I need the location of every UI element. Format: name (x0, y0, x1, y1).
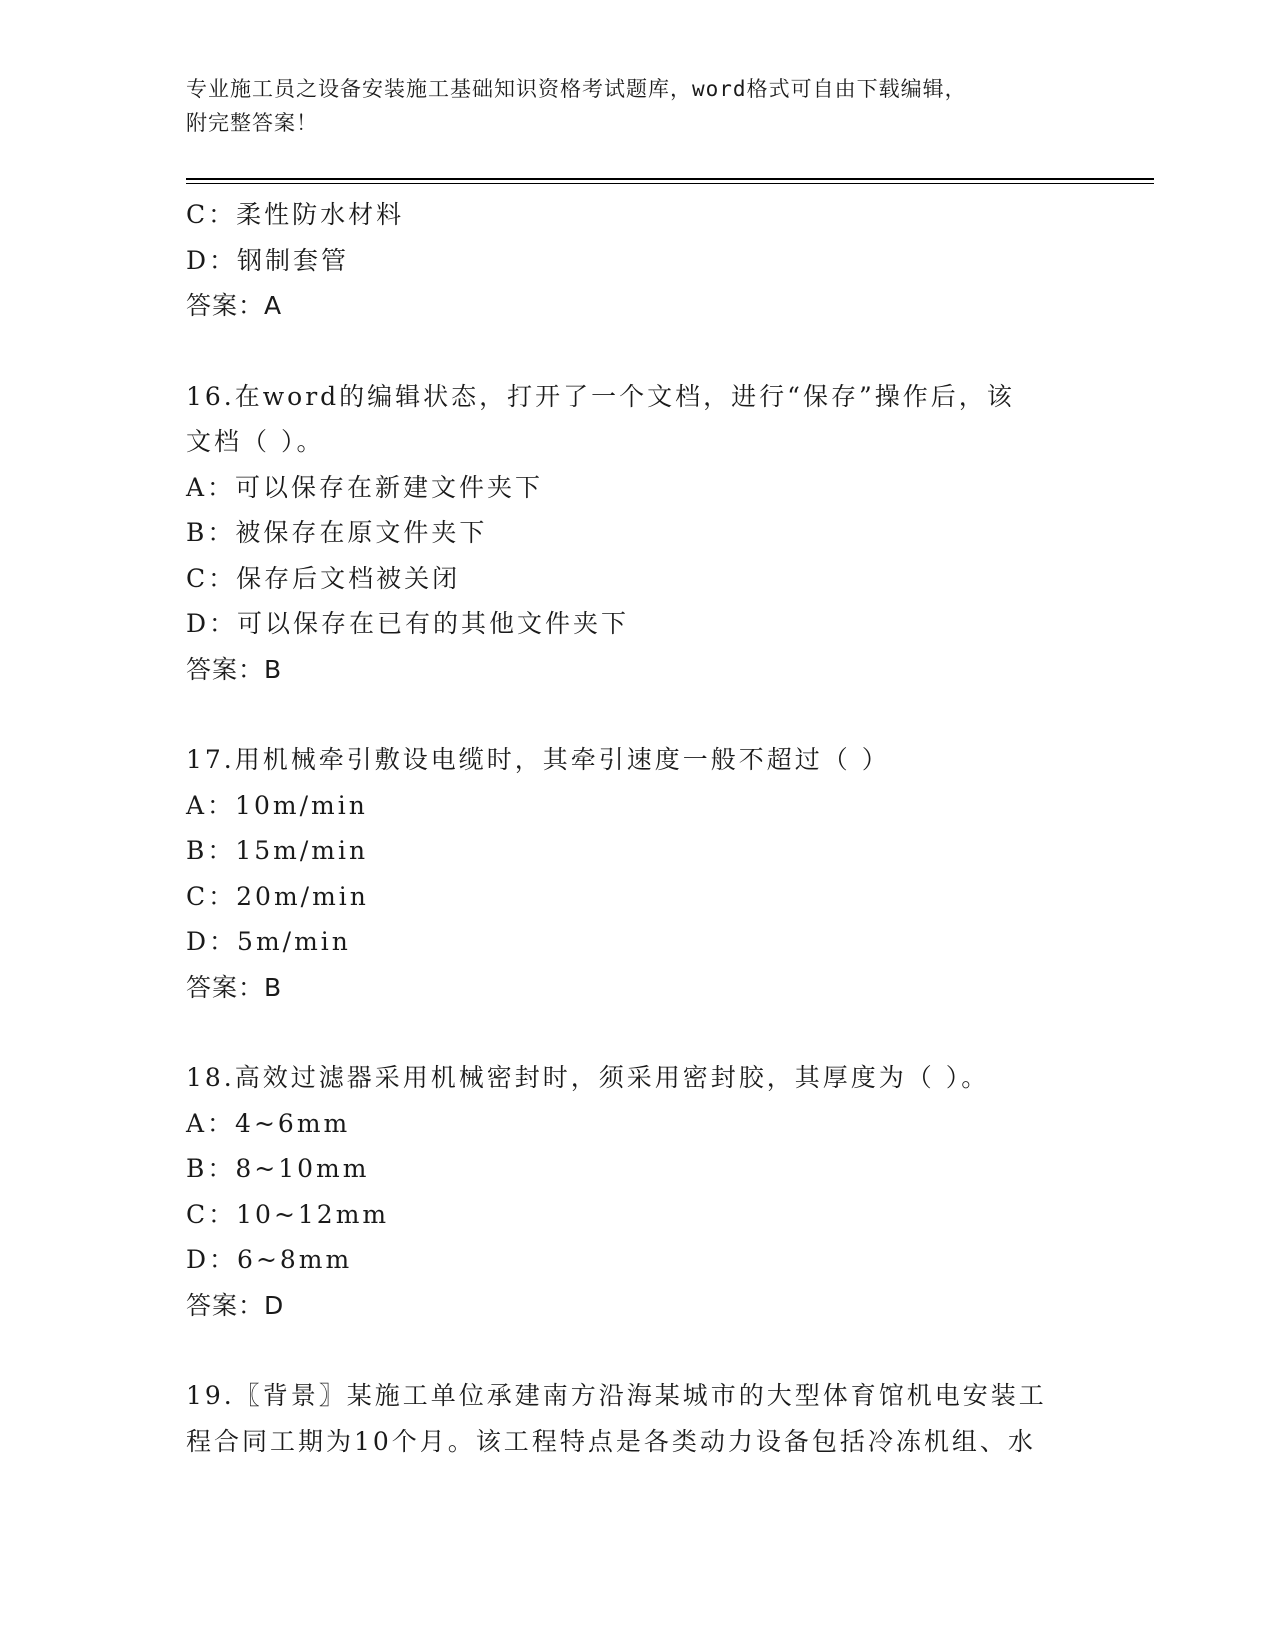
question-16 (186, 374, 1086, 693)
option-d: D：可以保存在已有的其他文件夹下 (186, 609, 630, 638)
document-header (186, 72, 1066, 140)
option-a: A：4~6mm (186, 1108, 351, 1138)
option-c: C：10~12mm (186, 1199, 390, 1229)
option-b: B：被保存在原文件夹下 (186, 518, 488, 547)
header-line-1: 专业施工员之设备安装施工基础知识资格考试题库，word格式可自由下载编辑， (186, 77, 967, 101)
header-line-2: 附完整答案！ (186, 111, 318, 135)
answer-line: 答案：A (186, 291, 283, 320)
question-stem: 16.在word的编辑状态，打开了一个文档，进行“保存”操作后，该 (186, 381, 1015, 411)
question-18 (186, 1055, 1086, 1328)
option-a: A：可以保存在新建文件夹下 (186, 472, 544, 502)
answer-line: 答案：B (186, 654, 283, 684)
continued-question (186, 192, 1086, 329)
question-stem: 文档（ ）。 (186, 427, 325, 456)
option-a: A：10m/min (186, 790, 368, 820)
question-list (186, 192, 1086, 1464)
option-b: B：15m/min (186, 836, 369, 865)
header-rule-thick (186, 178, 1154, 180)
option-d: D：5m/min (186, 927, 351, 956)
option-c: C：保存后文档被关闭 (186, 563, 461, 593)
option-c: C：20m/min (186, 881, 369, 911)
question-19 (186, 1373, 1086, 1464)
header-rule-thin (186, 183, 1154, 184)
option-c: C：柔性防水材料 (186, 200, 405, 229)
answer-line: 答案：D (186, 1290, 285, 1320)
question-17 (186, 737, 1086, 1010)
option-b: B：8~10mm (186, 1154, 370, 1183)
option-d: D：6~8mm (186, 1245, 353, 1274)
question-stem: 17.用机械牵引敷设电缆时，其牵引速度一般不超过（ ） (186, 745, 890, 774)
option-d: D：钢制套管 (186, 245, 350, 275)
question-stem: 19.〖背景〗某施工单位承建南方沿海某城市的大型体育馆机电安装工 (186, 1381, 1047, 1410)
question-stem: 程合同工期为10个月。该工程特点是各类动力设备包括冷冻机组、水 (186, 1426, 1036, 1456)
question-stem: 18.高效过滤器采用机械密封时，须采用密封胶，其厚度为（ ）。 (186, 1063, 990, 1092)
answer-line: 答案：B (186, 972, 283, 1002)
